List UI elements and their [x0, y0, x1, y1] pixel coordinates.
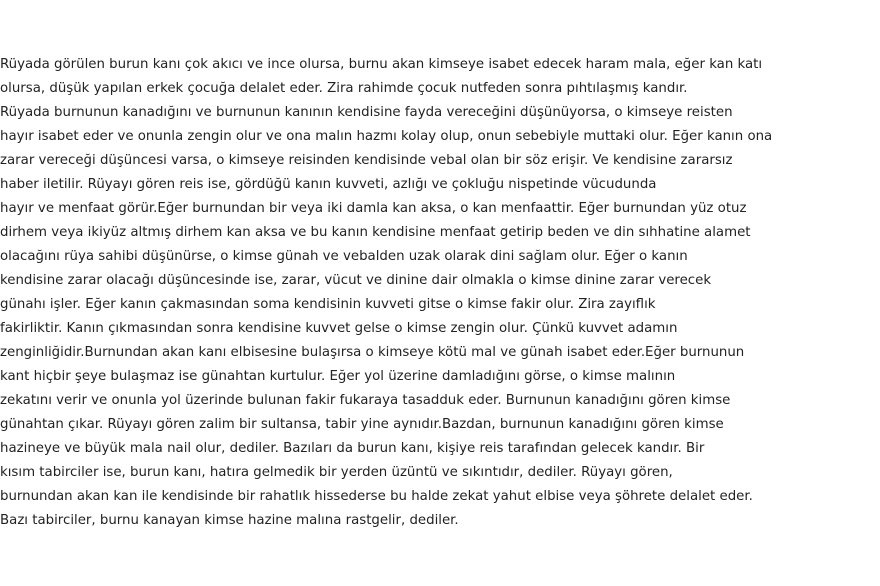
- text-line: hayır ve menfaat görür.Eğer burnundan bir veya iki damla kan aksa, o kan menfaattir. Eğer burnundan yüz otuz: [0, 201, 747, 216]
- document-body: [0, 53, 880, 533]
- text-line: fakirliktir. Kanın çıkmasından sonra kendisine kuvvet gelse o kimse zengin olur. Çünkü kuvvet adamın: [0, 321, 678, 336]
- text-line: olursa, düşük yapılan erkek çocuğa delalet eder. Zira rahimde çocuk nutfeden sonra pıhtılaşmış kandır.: [0, 81, 688, 96]
- text-line: hayır isabet eder ve onunla zengin olur ve ona malın hazmı kolay olup, onun sebebiyle muttaki olur. Eğer kanın ona: [0, 129, 773, 144]
- text-line: burnundan akan kan ile kendisinde bir rahatlık hissederse bu halde zekat yahut elbise veya şöhrete delalet eder.: [0, 489, 753, 504]
- text-line: kant hiçbir şeye bulaşmaz ise günahtan kurtulur. Eğer yol üzerine damladığını görse, o kimse malının: [0, 369, 676, 384]
- text-line: günahı işler. Eğer kanın çakmasından soma kendisinin kuvveti gitse o kimse fakir olur. Zira zayıflık: [0, 297, 656, 312]
- text-line: Rüyada burnunun kanadığını ve burnunun kanının kendisine fayda vereceğini düşünüyorsa, o kimseye reisten: [0, 105, 733, 120]
- text-line: hazineye ve büyük mala nail olur, dediler. Bazıları da burun kanı, kişiye reis tarafından gelecek kandır. Bir: [0, 441, 705, 456]
- text-line: Rüyada görülen burun kanı çok akıcı ve ince olursa, burnu akan kimseye isabet edecek haram mala, eğer kan katı: [0, 57, 763, 72]
- text-line: kendisine zarar olacağı düşüncesinde ise, zarar, vücut ve dinine dair olmakla o kimse dinine zarar verecek: [0, 273, 712, 288]
- text-line: olacağını rüya sahibi düşünürse, o kimse günah ve vebalden uzak olarak dini sağlam olur. Eğer o kanın: [0, 249, 688, 264]
- text-line: zarar vereceği düşüncesi varsa, o kimseye reisinden kendisinde vebal olan bir söz erişir. Ve kendisine zararsız: [0, 153, 733, 168]
- text-line: zenginliğidir.Burnundan akan kanı elbisesine bulaşırsa o kimseye kötü mal ve günah isabet eder.Eğer burnunun: [0, 345, 745, 360]
- text-line: günahtan çıkar. Rüyayı gören zalim bir sultansa, tabir yine aynıdır.Bazdan, burnunun kanadığını gören kimse: [0, 417, 724, 432]
- text-line: zekatını verir ve onunla yol üzerinde bulunan fakir fukaraya tasadduk eder. Burnunun kanadığını gören kimse: [0, 393, 731, 408]
- text-line: dirhem veya ikiyüz altmış dirhem kan aksa ve bu kanın kendisine menfaat getirip beden ve din sıhhatine alamet: [0, 225, 751, 240]
- text-line: kısım tabirciler ise, burun kanı, hatıra gelmedik bir yerden üzüntü ve sıkıntıdır, dediler. Rüyayı gören,: [0, 465, 673, 480]
- text-line: Bazı tabirciler, burnu kanayan kimse hazine malına rastgelir, dediler.: [0, 513, 459, 528]
- text-line: haber iletilir. Rüyayı gören reis ise, gördüğü kanın kuvveti, azlığı ve çokluğu nispetinde vücudunda: [0, 177, 657, 192]
